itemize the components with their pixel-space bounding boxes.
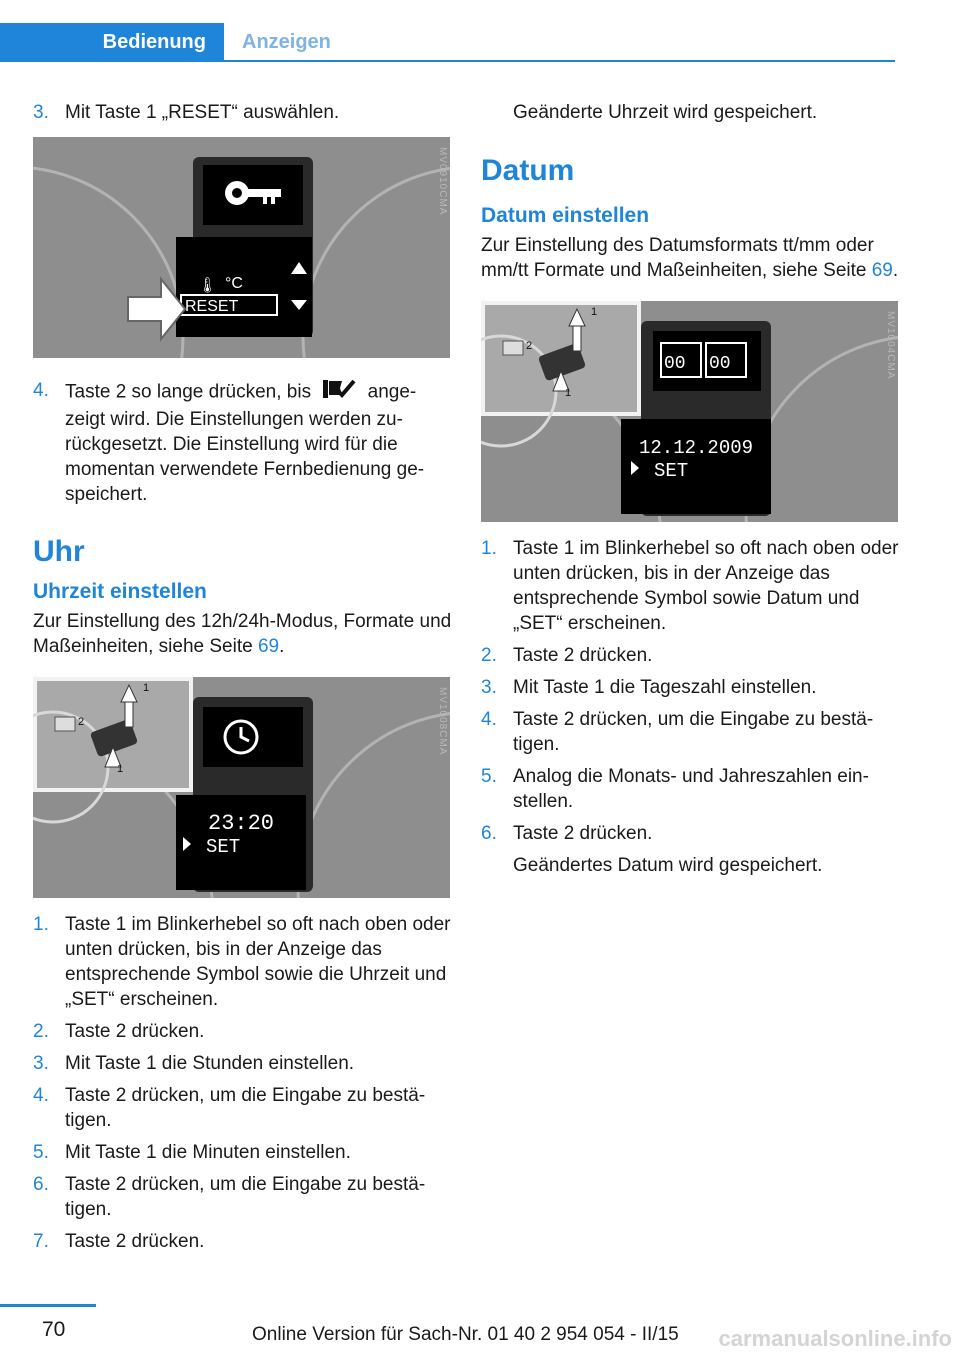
time-readout: 23:20 <box>208 811 275 836</box>
uhrzeit-intro <box>33 609 453 659</box>
time-step-6 <box>33 1172 453 1222</box>
step-number: 3. <box>33 1053 49 1074</box>
step-3-reset <box>33 100 453 125</box>
step-number: 2. <box>481 645 497 666</box>
step-text: Taste 2 drücken. <box>65 1021 205 1042</box>
page-link-69[interactable]: 69 <box>871 260 893 281</box>
time-step-2 <box>33 1019 453 1044</box>
step-text: Mit Taste 1 die Stunden einstellen. <box>65 1053 355 1074</box>
set-label: SET <box>654 460 689 482</box>
svg-text:00: 00 <box>664 354 686 374</box>
reset-label: RESET <box>185 298 239 315</box>
lever-label-1: 1 <box>143 682 150 694</box>
time-steps-list <box>33 912 453 1254</box>
step-text: Mit Taste 1 die Minuten einstellen. <box>65 1142 351 1163</box>
step-text: Mit Taste 1 „RESET“ auswählen. <box>65 102 340 123</box>
section-title-uhr: Uhr <box>33 535 85 568</box>
tab-bedienung[interactable]: Bedienung <box>0 23 224 61</box>
section-title-datum: Datum <box>481 154 575 187</box>
time-step-5 <box>33 1140 453 1165</box>
step-number: 5. <box>481 766 497 787</box>
date-display-photo <box>481 301 898 522</box>
svg-text:00: 00 <box>709 354 731 374</box>
date-step-2 <box>481 643 901 668</box>
intro-end: . <box>892 260 899 281</box>
header-divider <box>0 60 895 62</box>
lever-label-1b: 1 <box>117 763 124 775</box>
step-number: 4. <box>33 380 49 401</box>
date-step-6 <box>481 821 901 846</box>
image-code: MV1004CMA <box>885 311 896 380</box>
page-number: 70 <box>42 1318 66 1341</box>
date-step-3 <box>481 675 901 700</box>
step-number: 3. <box>481 677 497 698</box>
time-step-4 <box>33 1083 453 1133</box>
step-number: 2. <box>33 1021 49 1042</box>
step-text: Analog die Monats- und Jahreszahlen ein‐ stellen. <box>513 766 869 812</box>
step-text: Taste 1 im Blinkerhebel so oft nach oben oder unten drücken, bis in der Anzeige das entsprechende Symbol sowie Datum und „SET“ erscheinen. <box>513 538 899 634</box>
datum-intro <box>481 233 901 283</box>
page-link-69[interactable]: 69 <box>257 636 280 657</box>
step-number: 1. <box>481 538 497 559</box>
lever-label-2: 2 <box>78 716 85 728</box>
online-version-text: Online Version für Sach-Nr. 01 40 2 954 054 - II/15 <box>252 1324 679 1345</box>
step-text: Taste 2 drücken. <box>513 645 653 666</box>
time-step-1 <box>33 912 453 1012</box>
step-number: 4. <box>481 709 497 730</box>
watermark: carmanualsonline.info <box>718 1326 952 1351</box>
image-code: MV0910CMA <box>437 147 448 216</box>
step-text: Taste 2 drücken, um die Eingabe zu bestä‐ tigen. <box>65 1174 426 1220</box>
lever-label-1: 1 <box>591 306 598 318</box>
subsection-title-datum: Datum einstellen <box>481 204 650 227</box>
subsection-title-uhrzeit: Uhrzeit einstellen <box>33 580 207 603</box>
temp-unit: °C <box>225 275 243 292</box>
intro-end: . <box>279 636 285 657</box>
lever-label-1b: 1 <box>565 387 572 399</box>
time-saved-note: Geänderte Uhrzeit wird gespeichert. <box>513 102 818 123</box>
step-number: 3. <box>33 102 49 123</box>
svg-text:🌡: 🌡 <box>198 277 218 294</box>
date-readout: 12.12.2009 <box>639 437 754 459</box>
set-label: SET <box>206 836 241 858</box>
step-text: Mit Taste 1 die Tageszahl einstellen. <box>513 677 817 698</box>
time-step-3 <box>33 1051 453 1076</box>
step-number: 6. <box>481 823 497 844</box>
date-saved-note: Geändertes Datum wird gespeichert. <box>513 855 823 876</box>
step-number: 5. <box>33 1142 49 1163</box>
date-step-4 <box>481 707 901 757</box>
reset-display-photo <box>33 137 450 358</box>
step-text: Taste 1 im Blinkerhebel so oft nach oben oder unten drücken, bis in der Anzeige das entsprechende Symbol sowie die Uhrzeit und „SET“ erscheinen. <box>65 914 451 1010</box>
lever-label-2: 2 <box>526 340 533 352</box>
step-4-hold <box>33 378 453 507</box>
step-number: 7. <box>33 1231 49 1252</box>
header-tabs <box>0 23 895 63</box>
step-number: 4. <box>33 1085 49 1106</box>
image-code: MV1008CMA <box>437 687 448 756</box>
footer-divider <box>0 1304 96 1307</box>
date-step-5 <box>481 764 901 814</box>
step-text: Taste 2 drücken. <box>65 1231 205 1252</box>
intro-text: Zur Einstellung des 12h/24h-Modus, Formate und Maßeinheiten, siehe Seite <box>33 611 452 657</box>
time-display-photo <box>33 677 450 898</box>
step-number: 6. <box>33 1174 49 1195</box>
time-step-7 <box>33 1229 453 1254</box>
step-text-post: ange‐ zeigt wird. Die Einstellungen werden zu‐ rückgesetzt. Die Einstellung wird für die momentan verwendete Fernbedienung ge‐ speichert. <box>65 381 425 505</box>
left-column <box>33 100 453 1261</box>
intro-text: Zur Einstellung des Datumsformats tt/mm oder mm/tt Formate und Maßeinheiten, siehe Seite <box>481 235 874 281</box>
step-text: Taste 2 drücken, um die Eingabe zu bestä‐ tigen. <box>65 1085 426 1131</box>
step-text: Taste 2 drücken, um die Eingabe zu bestä‐ tigen. <box>513 709 874 755</box>
step-text: Taste 2 drücken. <box>513 823 653 844</box>
date-steps-list <box>481 536 901 878</box>
right-column <box>481 100 901 878</box>
step-number: 1. <box>33 914 49 935</box>
tab-anzeigen[interactable]: Anzeigen <box>242 30 331 53</box>
date-step-1 <box>481 536 901 636</box>
checkmark-flag-icon <box>322 378 356 407</box>
step-text-pre: Taste 2 so lange drücken, bis <box>65 381 312 403</box>
